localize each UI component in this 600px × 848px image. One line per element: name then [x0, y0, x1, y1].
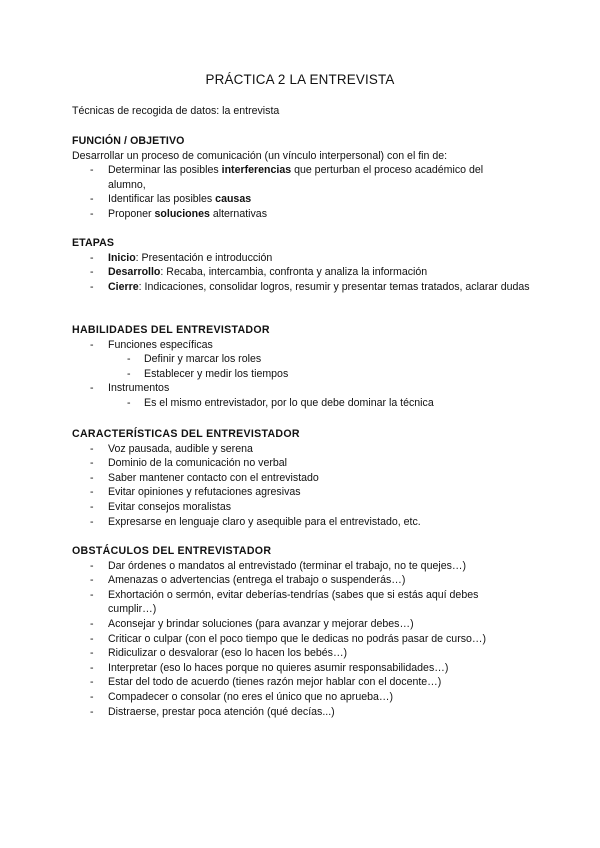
- list-item: - Proponer soluciones alternativas: [72, 207, 532, 222]
- list-item: - Exhortación o sermón, evitar deberías-tendrías (sabes que si estás aquí debes cumplir…): [72, 588, 532, 617]
- list-item: - Evitar consejos moralistas: [72, 500, 532, 515]
- list-item: - Identificar las posibles causas: [72, 192, 532, 207]
- section-heading: CARACTERÍSTICAS DEL ENTREVISTADOR: [72, 428, 300, 440]
- list-item: - Compadecer o consolar (no eres el único que no aprueba…): [72, 690, 532, 705]
- sub-list: [72, 396, 532, 411]
- page-subtitle: Técnicas de recogida de datos: la entrevista: [72, 105, 280, 117]
- section-etapas: [72, 236, 532, 294]
- section-heading: HABILIDADES DEL ENTREVISTADOR: [72, 324, 270, 336]
- list-item: - Estar del todo de acuerdo (tienes razón mejor hablar con el docente…): [72, 675, 532, 690]
- list-item: - Determinar las posibles interferencias que perturban el proceso académico del alumno,: [72, 163, 532, 192]
- sub-list-item: - Es el mismo entrevistador, por lo que debe dominar la técnica: [72, 396, 532, 411]
- list-item: - Aconsejar y brindar soluciones (para avanzar y mejorar debes…): [72, 617, 532, 632]
- section-caracteristicas: [72, 427, 532, 529]
- funcion-list: [72, 163, 532, 221]
- obstaculos-list: [72, 559, 532, 720]
- sub-list-item: - Establecer y medir los tiempos: [72, 367, 532, 382]
- section-intro: Desarrollar un proceso de comunicación (un vínculo interpersonal) con el fin de:: [72, 149, 448, 162]
- list-item: - Voz pausada, audible y serena: [72, 442, 532, 457]
- etapas-list: [72, 251, 532, 295]
- list-item: - Cierre: Indicaciones, consolidar logros, resumir y presentar temas tratados, aclarar dudas: [72, 280, 532, 295]
- list-item: - Inicio: Presentación e introducción: [72, 251, 532, 266]
- section-heading: OBSTÁCULOS DEL ENTREVISTADOR: [72, 545, 272, 557]
- list-item: - Ridiculizar o desvalorar (eso lo hacen los bebés…): [72, 646, 532, 661]
- list-item: - Funciones específicas - Definir y marcar los roles - Establecer y medir los tiempos: [72, 338, 532, 382]
- list-item: - Evitar opiniones y refutaciones agresivas: [72, 485, 532, 500]
- section-heading: FUNCIÓN / OBJETIVO: [72, 135, 185, 147]
- list-item: - Interpretar (eso lo haces porque no quieres asumir responsabilidades…): [72, 661, 532, 676]
- section-obstaculos: [72, 544, 532, 719]
- list-item: - Instrumentos - Es el mismo entrevistador, por lo que debe dominar la técnica: [72, 381, 532, 410]
- list-item: - Saber mantener contacto con el entrevistado: [72, 471, 532, 486]
- list-item: - Expresarse en lenguaje claro y asequible para el entrevistado, etc.: [72, 515, 532, 530]
- list-item: - Distraerse, prestar poca atención (qué decías...): [72, 705, 532, 720]
- sub-list-item: - Definir y marcar los roles: [72, 352, 532, 367]
- sub-list: [72, 352, 532, 381]
- caracteristicas-list: [72, 442, 532, 530]
- list-item: - Criticar o culpar (con el poco tiempo que le dedicas no podrás pasar de curso…): [72, 632, 532, 647]
- list-item: - Amenazas o advertencias (entrega el trabajo o suspenderás…): [72, 573, 532, 588]
- page-title: PRÁCTICA 2 LA ENTREVISTA: [205, 72, 395, 87]
- habilidades-list: [72, 338, 532, 411]
- section-funcion: [72, 134, 532, 222]
- list-item: - Dominio de la comunicación no verbal: [72, 456, 532, 471]
- section-habilidades: [72, 323, 532, 411]
- section-heading: ETAPAS: [72, 237, 114, 249]
- list-item: - Desarrollo: Recaba, intercambia, confronta y analiza la información: [72, 265, 532, 280]
- list-item: - Dar órdenes o mandatos al entrevistado (terminar el trabajo, no te quejes…): [72, 559, 532, 574]
